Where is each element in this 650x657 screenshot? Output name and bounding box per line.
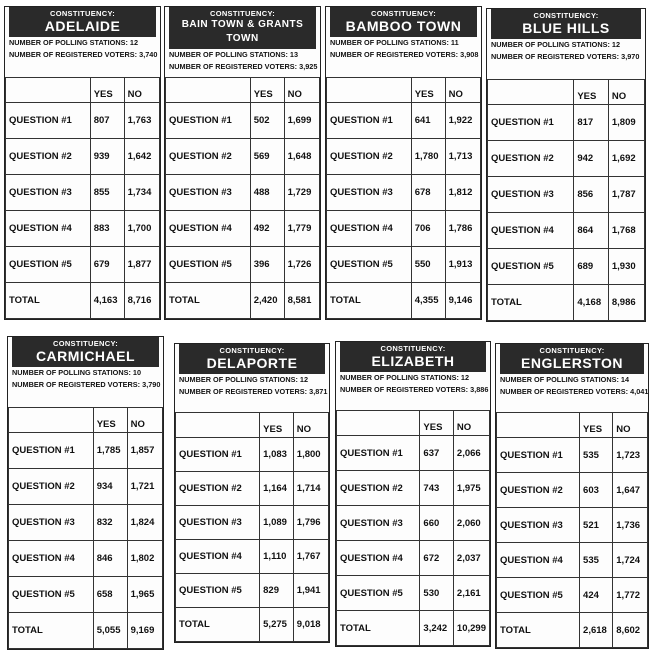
no-cell: 1,802 xyxy=(127,541,162,577)
question-cell: QUESTION #1 xyxy=(337,436,420,471)
question-cell: TOTAL xyxy=(327,283,412,319)
constituency-label: CONSTITUENCY: xyxy=(533,11,599,20)
question-row xyxy=(6,211,160,247)
no-column-header: NO xyxy=(127,408,162,433)
no-cell: 8,716 xyxy=(124,283,159,319)
no-cell: 10,299 xyxy=(453,611,489,646)
question-row xyxy=(6,175,160,211)
question-row xyxy=(166,247,320,283)
no-cell: 1,800 xyxy=(293,438,328,472)
yes-cell: 1,164 xyxy=(260,472,294,506)
yes-cell: 2,420 xyxy=(250,283,284,319)
yes-cell: 706 xyxy=(411,211,445,247)
yes-cell: 396 xyxy=(250,247,284,283)
yes-column-header: YES xyxy=(250,78,284,103)
no-cell: 1,648 xyxy=(284,139,319,175)
table-header-row xyxy=(6,78,160,103)
no-cell: 9,169 xyxy=(127,613,162,649)
yes-cell: 603 xyxy=(580,473,613,508)
yes-cell: 535 xyxy=(580,543,613,578)
yes-cell: 3,242 xyxy=(420,611,454,646)
table-header-row xyxy=(327,78,481,103)
total-row xyxy=(166,283,320,319)
no-cell: 1,729 xyxy=(284,175,319,211)
results-body xyxy=(6,103,160,319)
results-body xyxy=(166,103,320,319)
yes-cell: 569 xyxy=(250,139,284,175)
no-cell: 1,692 xyxy=(608,141,644,177)
constituency-card-delaporte xyxy=(174,343,330,643)
question-cell: TOTAL xyxy=(176,608,260,642)
question-cell: QUESTION #1 xyxy=(488,105,574,141)
question-cell: QUESTION #2 xyxy=(497,473,580,508)
question-cell: QUESTION #5 xyxy=(327,247,412,283)
yes-cell: 856 xyxy=(574,177,609,213)
question-row xyxy=(337,436,490,471)
polling-stations: NUMBER OF POLLING STATIONS: 12 xyxy=(491,40,621,49)
question-cell: QUESTION #5 xyxy=(166,247,251,283)
question-row xyxy=(337,506,490,541)
question-cell: QUESTION #2 xyxy=(327,139,412,175)
no-cell: 1,721 xyxy=(127,469,162,505)
constituency-name: ELIZABETH xyxy=(371,353,455,369)
card-header xyxy=(179,344,325,374)
no-cell: 1,734 xyxy=(124,175,159,211)
polling-stations: NUMBER OF POLLING STATIONS: 10 xyxy=(12,368,142,377)
question-cell: QUESTION #2 xyxy=(488,141,574,177)
question-row xyxy=(337,541,490,576)
results-body xyxy=(327,103,481,319)
question-row xyxy=(6,103,160,139)
no-cell: 1,700 xyxy=(124,211,159,247)
constituency-name: DELAPORTE xyxy=(206,355,298,371)
question-row xyxy=(176,540,329,574)
yes-cell: 1,089 xyxy=(260,506,294,540)
table-header-row xyxy=(176,413,329,438)
question-cell: QUESTION #4 xyxy=(9,541,94,577)
yes-cell: 678 xyxy=(411,175,445,211)
table-header-row xyxy=(497,413,648,438)
yes-cell: 660 xyxy=(420,506,454,541)
question-cell: QUESTION #3 xyxy=(6,175,91,211)
constituency-card-elizabeth xyxy=(335,341,491,647)
question-cell: QUESTION #4 xyxy=(488,213,574,249)
question-column-header xyxy=(176,413,260,438)
total-row xyxy=(9,613,163,649)
no-cell: 1,763 xyxy=(124,103,159,139)
question-cell: QUESTION #4 xyxy=(166,211,251,247)
constituency-name: CARMICHAEL xyxy=(35,348,136,364)
question-row xyxy=(9,541,163,577)
no-cell: 1,857 xyxy=(127,433,162,469)
results-table xyxy=(336,410,490,646)
no-cell: 1,726 xyxy=(284,247,319,283)
polling-stations: NUMBER OF POLLING STATIONS: 12 xyxy=(179,375,309,384)
question-cell: TOTAL xyxy=(9,613,94,649)
question-cell: QUESTION #5 xyxy=(6,247,91,283)
question-row xyxy=(327,247,481,283)
yes-cell: 424 xyxy=(580,578,613,613)
question-cell: QUESTION #2 xyxy=(6,139,91,175)
no-cell: 1,779 xyxy=(284,211,319,247)
question-row xyxy=(327,211,481,247)
question-cell: QUESTION #1 xyxy=(9,433,94,469)
no-cell: 1,975 xyxy=(453,471,489,506)
yes-column-header: YES xyxy=(580,413,613,438)
table-header-row xyxy=(488,80,645,105)
question-cell: QUESTION #5 xyxy=(497,578,580,613)
registered-voters: NUMBER OF REGISTERED VOTERS: 3,925 xyxy=(169,62,318,71)
question-row xyxy=(166,211,320,247)
question-row xyxy=(176,438,329,472)
no-column-header: NO xyxy=(445,78,480,103)
question-cell: TOTAL xyxy=(337,611,420,646)
constituency-card-bamboo-town xyxy=(325,6,482,320)
no-cell: 1,699 xyxy=(284,103,319,139)
question-row xyxy=(9,505,163,541)
question-cell: QUESTION #1 xyxy=(327,103,412,139)
question-row xyxy=(327,103,481,139)
question-cell: QUESTION #1 xyxy=(497,438,580,473)
yes-cell: 535 xyxy=(580,438,613,473)
total-row xyxy=(497,613,648,648)
constituency-name: ADELAIDE xyxy=(44,18,121,34)
yes-cell: 942 xyxy=(574,141,609,177)
yes-cell: 530 xyxy=(420,576,454,611)
no-cell: 1,647 xyxy=(613,473,648,508)
yes-column-header: YES xyxy=(420,411,454,436)
results-body xyxy=(488,105,645,321)
no-cell: 1,767 xyxy=(293,540,328,574)
no-cell: 2,066 xyxy=(453,436,489,471)
question-cell: QUESTION #4 xyxy=(337,541,420,576)
no-cell: 1,812 xyxy=(445,175,480,211)
question-row xyxy=(337,576,490,611)
yes-cell: 743 xyxy=(420,471,454,506)
yes-cell: 502 xyxy=(250,103,284,139)
question-row xyxy=(488,105,645,141)
results-table xyxy=(487,79,645,321)
no-cell: 1,786 xyxy=(445,211,480,247)
no-cell: 2,161 xyxy=(453,576,489,611)
question-row xyxy=(176,506,329,540)
no-cell: 1,965 xyxy=(127,577,162,613)
registered-voters: NUMBER OF REGISTERED VOTERS: 3,790 xyxy=(12,380,161,389)
question-cell: TOTAL xyxy=(166,283,251,319)
no-column-header: NO xyxy=(284,78,319,103)
card-header xyxy=(9,7,156,37)
question-cell: QUESTION #4 xyxy=(6,211,91,247)
question-cell: QUESTION #4 xyxy=(327,211,412,247)
card-header xyxy=(500,344,644,374)
no-column-header: NO xyxy=(293,413,328,438)
no-cell: 8,986 xyxy=(608,285,644,321)
no-column-header: NO xyxy=(613,413,648,438)
no-cell: 1,941 xyxy=(293,574,328,608)
constituency-card-carmichael xyxy=(7,336,164,650)
constituency-label: CONSTITUENCY: xyxy=(209,9,275,18)
yes-cell: 1,110 xyxy=(260,540,294,574)
question-cell: QUESTION #3 xyxy=(176,506,260,540)
question-row xyxy=(488,213,645,249)
no-cell: 1,724 xyxy=(613,543,648,578)
no-cell: 2,060 xyxy=(453,506,489,541)
yes-cell: 829 xyxy=(260,574,294,608)
no-cell: 1,787 xyxy=(608,177,644,213)
question-cell: QUESTION #1 xyxy=(6,103,91,139)
results-table xyxy=(5,77,160,319)
registered-voters: NUMBER OF REGISTERED VOTERS: 4,041 xyxy=(500,387,649,396)
constituency-name: BLUE HILLS xyxy=(522,20,610,36)
question-row xyxy=(166,139,320,175)
question-row xyxy=(497,438,648,473)
yes-column-header: YES xyxy=(90,78,124,103)
question-cell: QUESTION #2 xyxy=(337,471,420,506)
yes-cell: 934 xyxy=(93,469,127,505)
yes-cell: 1,780 xyxy=(411,139,445,175)
table-header-row xyxy=(337,411,490,436)
constituency-name: BAMBOO TOWN xyxy=(345,18,462,34)
registered-voters: NUMBER OF REGISTERED VOTERS: 3,886 xyxy=(340,385,489,394)
results-body xyxy=(176,438,329,642)
no-cell: 8,581 xyxy=(284,283,319,319)
results-table xyxy=(326,77,481,319)
yes-cell: 550 xyxy=(411,247,445,283)
yes-cell: 4,163 xyxy=(90,283,124,319)
results-body xyxy=(337,436,490,646)
no-cell: 1,913 xyxy=(445,247,480,283)
question-row xyxy=(166,175,320,211)
yes-cell: 864 xyxy=(574,213,609,249)
question-row xyxy=(497,473,648,508)
yes-cell: 521 xyxy=(580,508,613,543)
question-cell: TOTAL xyxy=(488,285,574,321)
total-row xyxy=(488,285,645,321)
question-cell: QUESTION #5 xyxy=(9,577,94,613)
question-column-header xyxy=(166,78,251,103)
registered-voters: NUMBER OF REGISTERED VOTERS: 3,908 xyxy=(330,50,479,59)
registered-voters: NUMBER OF REGISTERED VOTERS: 3,740 xyxy=(9,50,158,59)
yes-cell: 832 xyxy=(93,505,127,541)
question-column-header xyxy=(6,78,91,103)
yes-cell: 488 xyxy=(250,175,284,211)
no-column-header: NO xyxy=(124,78,159,103)
registered-voters: NUMBER OF REGISTERED VOTERS: 3,871 xyxy=(179,387,328,396)
results-table xyxy=(8,407,163,649)
yes-cell: 1,785 xyxy=(93,433,127,469)
constituency-label: CONSTITUENCY: xyxy=(380,344,446,353)
question-column-header xyxy=(337,411,420,436)
no-cell: 1,796 xyxy=(293,506,328,540)
question-column-header xyxy=(488,80,574,105)
yes-cell: 817 xyxy=(574,105,609,141)
no-cell: 1,714 xyxy=(293,472,328,506)
no-cell: 1,930 xyxy=(608,249,644,285)
yes-cell: 4,168 xyxy=(574,285,609,321)
question-column-header xyxy=(327,78,412,103)
yes-cell: 5,055 xyxy=(93,613,127,649)
question-row xyxy=(497,578,648,613)
question-cell: QUESTION #2 xyxy=(176,472,260,506)
question-row xyxy=(9,469,163,505)
card-header xyxy=(330,7,477,37)
question-cell: QUESTION #3 xyxy=(497,508,580,543)
question-row xyxy=(176,574,329,608)
results-table xyxy=(165,77,320,319)
no-cell: 1,922 xyxy=(445,103,480,139)
constituency-card-bain-town-grants-town xyxy=(164,6,321,320)
question-row xyxy=(327,139,481,175)
question-row xyxy=(497,543,648,578)
question-cell: QUESTION #2 xyxy=(9,469,94,505)
yes-cell: 1,083 xyxy=(260,438,294,472)
question-row xyxy=(497,508,648,543)
question-cell: QUESTION #3 xyxy=(166,175,251,211)
constituency-label: CONSTITUENCY: xyxy=(52,339,118,348)
no-cell: 1,809 xyxy=(608,105,644,141)
no-cell: 1,642 xyxy=(124,139,159,175)
yes-cell: 5,275 xyxy=(260,608,294,642)
question-cell: QUESTION #2 xyxy=(166,139,251,175)
question-cell: QUESTION #1 xyxy=(176,438,260,472)
constituency-label: CONSTITUENCY: xyxy=(370,9,436,18)
question-cell: QUESTION #3 xyxy=(327,175,412,211)
polling-stations: NUMBER OF POLLING STATIONS: 12 xyxy=(340,373,470,382)
no-cell: 1,772 xyxy=(613,578,648,613)
question-row xyxy=(9,577,163,613)
question-row xyxy=(488,177,645,213)
yes-cell: 855 xyxy=(90,175,124,211)
no-column-header: NO xyxy=(608,80,644,105)
question-row xyxy=(6,247,160,283)
question-cell: QUESTION #3 xyxy=(488,177,574,213)
results-body xyxy=(497,438,648,648)
no-cell: 1,736 xyxy=(613,508,648,543)
yes-cell: 672 xyxy=(420,541,454,576)
no-cell: 2,037 xyxy=(453,541,489,576)
card-header xyxy=(491,9,641,39)
yes-cell: 658 xyxy=(93,577,127,613)
yes-cell: 679 xyxy=(90,247,124,283)
yes-cell: 492 xyxy=(250,211,284,247)
constituency-name: BAIN TOWN & GRANTS TOWN xyxy=(181,19,304,44)
constituency-card-adelaide xyxy=(4,6,161,320)
constituency-label: CONSTITUENCY: xyxy=(219,346,285,355)
polling-stations: NUMBER OF POLLING STATIONS: 13 xyxy=(169,50,299,59)
question-row xyxy=(176,472,329,506)
yes-cell: 689 xyxy=(574,249,609,285)
question-column-header xyxy=(497,413,580,438)
question-cell: QUESTION #4 xyxy=(497,543,580,578)
question-cell: QUESTION #1 xyxy=(166,103,251,139)
no-cell: 1,768 xyxy=(608,213,644,249)
yes-cell: 807 xyxy=(90,103,124,139)
question-cell: QUESTION #3 xyxy=(9,505,94,541)
polling-stations: NUMBER OF POLLING STATIONS: 11 xyxy=(330,38,459,47)
question-row xyxy=(488,249,645,285)
yes-cell: 4,355 xyxy=(411,283,445,319)
yes-column-header: YES xyxy=(411,78,445,103)
card-header xyxy=(169,7,316,49)
no-cell: 1,824 xyxy=(127,505,162,541)
question-cell: QUESTION #5 xyxy=(176,574,260,608)
constituency-name: ENGLERSTON xyxy=(521,355,623,371)
question-row xyxy=(166,103,320,139)
total-row xyxy=(6,283,160,319)
yes-column-header: YES xyxy=(93,408,127,433)
question-cell: QUESTION #3 xyxy=(337,506,420,541)
question-cell: QUESTION #5 xyxy=(488,249,574,285)
no-cell: 9,146 xyxy=(445,283,480,319)
results-table xyxy=(496,412,648,648)
question-column-header xyxy=(9,408,94,433)
question-row xyxy=(337,471,490,506)
table-header-row xyxy=(9,408,163,433)
no-cell: 1,713 xyxy=(445,139,480,175)
table-header-row xyxy=(166,78,320,103)
total-row xyxy=(327,283,481,319)
yes-cell: 637 xyxy=(420,436,454,471)
question-cell: QUESTION #5 xyxy=(337,576,420,611)
no-cell: 9,018 xyxy=(293,608,328,642)
constituency-label: CONSTITUENCY: xyxy=(49,9,115,18)
no-cell: 1,723 xyxy=(613,438,648,473)
registered-voters: NUMBER OF REGISTERED VOTERS: 3,970 xyxy=(491,52,640,61)
question-row xyxy=(488,141,645,177)
constituency-card-blue-hills xyxy=(486,8,646,322)
total-row xyxy=(337,611,490,646)
question-cell: TOTAL xyxy=(497,613,580,648)
yes-column-header: YES xyxy=(574,80,609,105)
question-row xyxy=(9,433,163,469)
no-cell: 8,602 xyxy=(613,613,648,648)
yes-column-header: YES xyxy=(260,413,294,438)
yes-cell: 846 xyxy=(93,541,127,577)
yes-cell: 939 xyxy=(90,139,124,175)
constituency-label: CONSTITUENCY: xyxy=(539,346,605,355)
question-cell: TOTAL xyxy=(6,283,91,319)
question-row xyxy=(6,139,160,175)
results-table xyxy=(175,412,329,642)
yes-cell: 883 xyxy=(90,211,124,247)
results-body xyxy=(9,433,163,649)
card-header xyxy=(340,342,486,372)
card-header xyxy=(12,337,159,367)
yes-cell: 2,618 xyxy=(580,613,613,648)
constituency-card-englerston xyxy=(495,343,649,649)
polling-stations: NUMBER OF POLLING STATIONS: 12 xyxy=(9,38,139,47)
yes-cell: 641 xyxy=(411,103,445,139)
question-row xyxy=(327,175,481,211)
question-cell: QUESTION #4 xyxy=(176,540,260,574)
total-row xyxy=(176,608,329,642)
no-column-header: NO xyxy=(453,411,489,436)
polling-stations: NUMBER OF POLLING STATIONS: 14 xyxy=(500,375,630,384)
no-cell: 1,877 xyxy=(124,247,159,283)
